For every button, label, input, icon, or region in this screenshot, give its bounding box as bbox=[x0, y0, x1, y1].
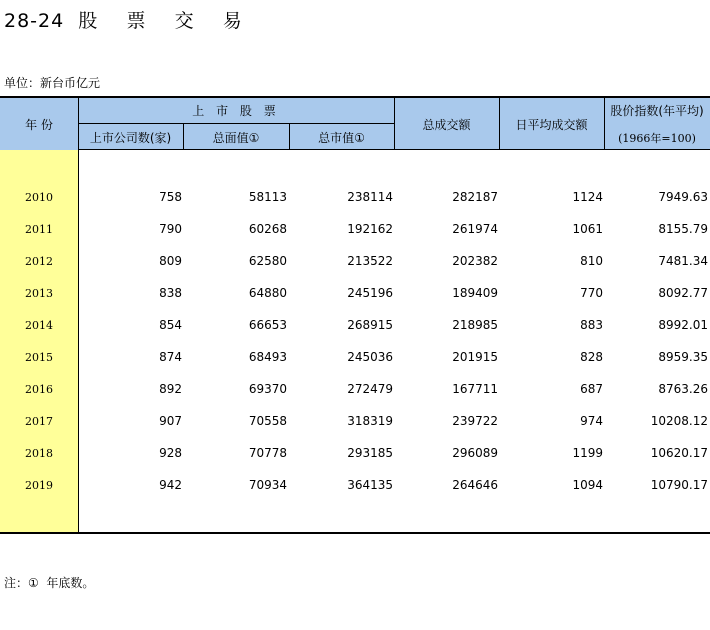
cell-companies: 892 bbox=[159, 382, 182, 396]
cell-daily-average: 1199 bbox=[572, 446, 603, 460]
cell-market-value: 213522 bbox=[347, 254, 393, 268]
table-row bbox=[0, 348, 710, 368]
cell-year: 2018 bbox=[25, 447, 53, 460]
page-title: 28-24 股 票 交 易 bbox=[4, 10, 243, 32]
table-row bbox=[0, 412, 710, 432]
cell-daily-average: 810 bbox=[580, 254, 603, 268]
cell-index: 8092.77 bbox=[658, 286, 708, 300]
cell-turnover: 296089 bbox=[452, 446, 498, 460]
cell-year: 2011 bbox=[25, 223, 53, 236]
table-row bbox=[0, 188, 710, 208]
cell-turnover: 282187 bbox=[452, 190, 498, 204]
cell-turnover: 201915 bbox=[452, 350, 498, 364]
cell-daily-average: 770 bbox=[580, 286, 603, 300]
cell-market-value: 318319 bbox=[347, 414, 393, 428]
header-daily-average: 日平均成交额 bbox=[515, 118, 588, 132]
cell-turnover: 189409 bbox=[452, 286, 498, 300]
cell-market-value: 272479 bbox=[347, 382, 393, 396]
header-par-value: 总面值① bbox=[212, 131, 260, 145]
cell-year: 2013 bbox=[25, 287, 53, 300]
header-turnover: 总成交额 bbox=[422, 118, 471, 132]
cell-daily-average: 828 bbox=[580, 350, 603, 364]
table-row bbox=[0, 220, 710, 240]
cell-par-value: 68493 bbox=[248, 350, 287, 364]
cell-index: 10620.17 bbox=[650, 446, 708, 460]
cell-par-value: 70934 bbox=[248, 478, 287, 492]
cell-year: 2010 bbox=[25, 191, 53, 204]
cell-turnover: 218985 bbox=[452, 318, 498, 332]
cell-daily-average: 1124 bbox=[572, 190, 603, 204]
header-subrule bbox=[78, 123, 394, 124]
header-index: 股价指数(年平均) bbox=[610, 104, 704, 118]
cell-market-value: 364135 bbox=[347, 478, 393, 492]
cell-par-value: 69370 bbox=[248, 382, 287, 396]
cell-daily-average: 1061 bbox=[572, 222, 603, 236]
cell-daily-average: 687 bbox=[580, 382, 603, 396]
table-row bbox=[0, 444, 710, 464]
cell-par-value: 70778 bbox=[248, 446, 287, 460]
stock-trading-table bbox=[0, 96, 710, 534]
cell-par-value: 70558 bbox=[248, 414, 287, 428]
cell-year: 2019 bbox=[25, 479, 53, 492]
cell-year: 2015 bbox=[25, 351, 53, 364]
cell-daily-average: 974 bbox=[580, 414, 603, 428]
table-row bbox=[0, 284, 710, 304]
cell-index: 7949.63 bbox=[658, 190, 708, 204]
cell-companies: 854 bbox=[159, 318, 182, 332]
cell-turnover: 264646 bbox=[452, 478, 498, 492]
cell-turnover: 239722 bbox=[452, 414, 498, 428]
table-bottom-rule bbox=[0, 532, 710, 534]
footnote: 注：① 年底数。 bbox=[4, 576, 95, 590]
cell-index: 10790.17 bbox=[650, 478, 708, 492]
header-year: 年 份 bbox=[25, 118, 53, 132]
cell-year: 2016 bbox=[25, 383, 53, 396]
cell-market-value: 245196 bbox=[347, 286, 393, 300]
cell-companies: 907 bbox=[159, 414, 182, 428]
header-listed-stocks: 上 市 股 票 bbox=[192, 104, 280, 118]
cell-index: 8959.35 bbox=[658, 350, 708, 364]
cell-year: 2017 bbox=[25, 415, 53, 428]
unit-label: 单位：新台币亿元 bbox=[4, 76, 101, 90]
cell-market-value: 268915 bbox=[347, 318, 393, 332]
cell-par-value: 62580 bbox=[248, 254, 287, 268]
cell-market-value: 245036 bbox=[347, 350, 393, 364]
cell-companies: 809 bbox=[159, 254, 182, 268]
cell-market-value: 192162 bbox=[347, 222, 393, 236]
cell-par-value: 66653 bbox=[248, 318, 287, 332]
cell-market-value: 238114 bbox=[347, 190, 393, 204]
table-row bbox=[0, 252, 710, 272]
cell-companies: 928 bbox=[159, 446, 182, 460]
cell-year: 2014 bbox=[25, 319, 53, 332]
cell-index: 8992.01 bbox=[658, 318, 708, 332]
header-market-value: 总市值① bbox=[318, 131, 365, 145]
header-index-base: (1966年=100) bbox=[618, 132, 696, 145]
cell-companies: 838 bbox=[159, 286, 182, 300]
cell-index: 8763.26 bbox=[658, 382, 708, 396]
cell-index: 8155.79 bbox=[658, 222, 708, 236]
cell-daily-average: 883 bbox=[580, 318, 603, 332]
cell-par-value: 64880 bbox=[248, 286, 287, 300]
cell-turnover: 202382 bbox=[452, 254, 498, 268]
cell-market-value: 293185 bbox=[347, 446, 393, 460]
cell-turnover: 167711 bbox=[452, 382, 498, 396]
cell-companies: 790 bbox=[159, 222, 182, 236]
cell-companies: 758 bbox=[159, 190, 182, 204]
cell-companies: 874 bbox=[159, 350, 182, 364]
table-row bbox=[0, 476, 710, 496]
table-row bbox=[0, 316, 710, 336]
cell-companies: 942 bbox=[159, 478, 182, 492]
cell-par-value: 58113 bbox=[248, 190, 287, 204]
cell-daily-average: 1094 bbox=[572, 478, 603, 492]
cell-turnover: 261974 bbox=[452, 222, 498, 236]
header-bottom-rule bbox=[78, 149, 710, 150]
cell-index: 10208.12 bbox=[650, 414, 708, 428]
cell-index: 7481.34 bbox=[658, 254, 708, 268]
header-companies: 上市公司数(家) bbox=[89, 131, 172, 145]
table-row bbox=[0, 380, 710, 400]
cell-year: 2012 bbox=[25, 255, 53, 268]
cell-par-value: 60268 bbox=[248, 222, 287, 236]
